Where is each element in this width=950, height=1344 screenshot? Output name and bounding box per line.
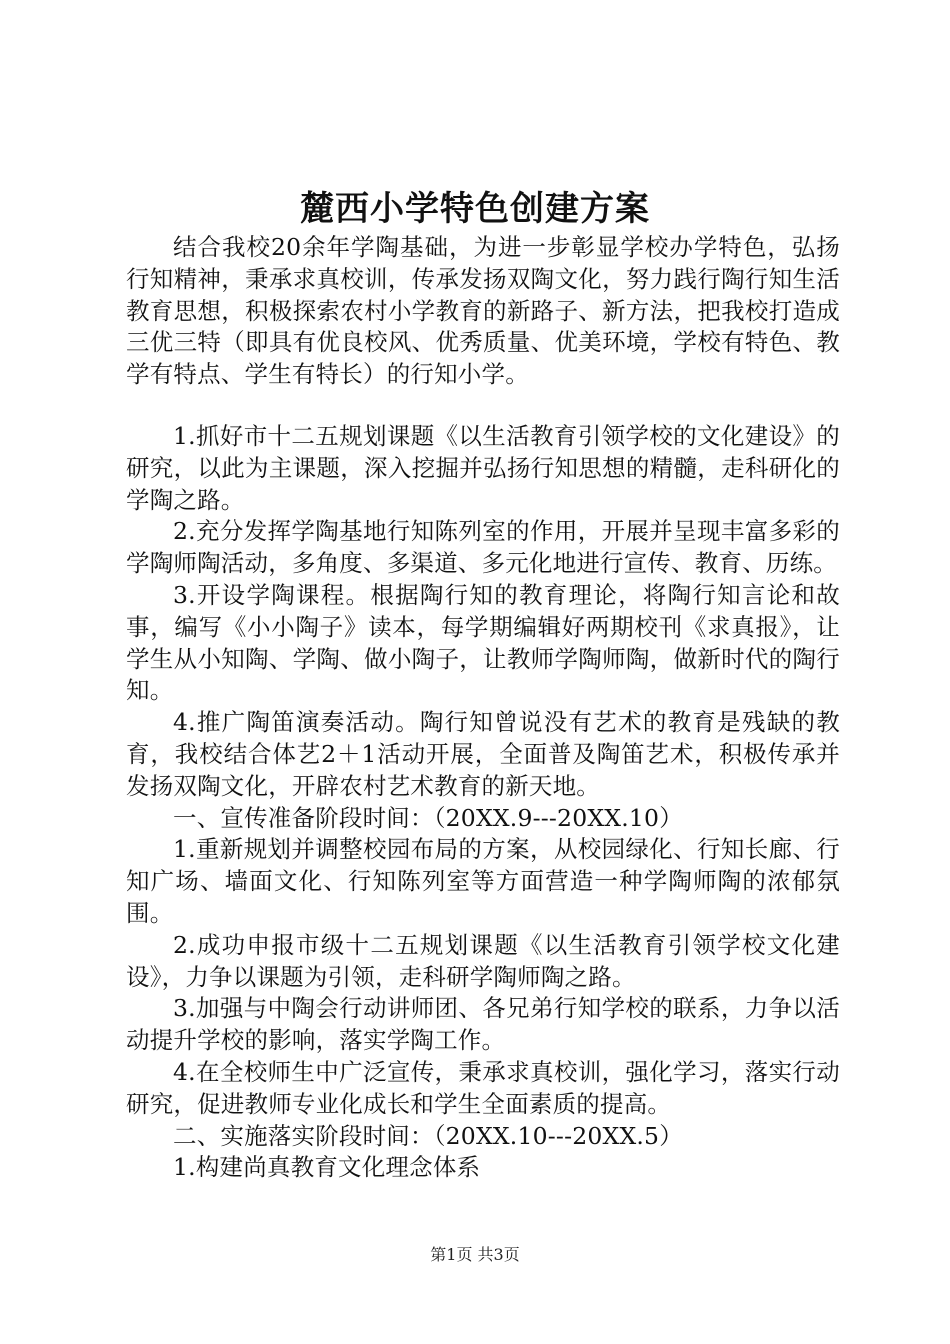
paragraph-7: 3.加强与中陶会行动讲师团、各兄弟行知学校的联系，力争以活动提升学校的影响，落实学陶工作。	[126, 994, 840, 1055]
paragraph-2: 2.充分发挥学陶基地行知陈列室的作用，开展并呈现丰富多彩的学陶师陶活动，多角度、多渠道、多元化地进行宣传、教育、历练。	[126, 517, 840, 578]
section-heading-1: 一、宣传准备阶段时间：（20XX.9---20XX.10）	[173, 803, 683, 832]
document-body	[126, 232, 840, 1184]
paragraph-5: 1.重新规划并调整校园布局的方案，从校园绿化、行知长廊、行知广场、墙面文化、行知陈列室等方面营造一种学陶师陶的浓郁氛围。	[126, 835, 840, 927]
intro-paragraph: 结合我校20余年学陶基础，为进一步彰显学校办学特色，弘扬行知精神，秉承求真校训，传承发扬双陶文化，努力践行陶行知生活教育思想，积极探索农村小学教育的新路子、新方法，把我校打造成三优三特（即具有优良校风、优秀质量、优美环境，学校有特色、教学有特点、学生有特长）的行知小学。	[126, 233, 840, 389]
paragraph-gap	[126, 391, 840, 421]
paragraph-1: 1.抓好市十二五规划课题《以生活教育引领学校的文化建设》的研究，以此为主课题，深入挖掘并弘扬行知思想的精髓，走科研化的学陶之路。	[126, 421, 840, 514]
paragraph-3: 3.开设学陶课程。根据陶行知的教育理论，将陶行知言论和故事，编写《小小陶子》读本，每学期编辑好两期校刊《求真报》，让学生从小知陶、学陶、做小陶子，让教师学陶师陶，做新时代的陶行知。	[126, 580, 840, 705]
paragraph-4: 4.推广陶笛演奏活动。陶行知曾说没有艺术的教育是残缺的教育，我校结合体艺2＋1活动开展，全面普及陶笛艺术，积极传承并发扬双陶文化，开辟农村艺术教育的新天地。	[126, 708, 840, 800]
paragraph-6: 2.成功申报市级十二五规划课题《以生活教育引领学校文化建设》，力争以课题为引领，走科研学陶师陶之路。	[126, 930, 840, 991]
section-heading-2: 二、实施落实阶段时间：（20XX.10---20XX.5）	[173, 1121, 683, 1150]
page-footer: 第1页 共3页	[430, 1245, 520, 1264]
paragraph-9: 1.构建尚真教育文化理念体系	[173, 1153, 481, 1182]
paragraph-8: 4.在全校师生中广泛宣传，秉承求真校训，强化学习，落实行动研究，促进教师专业化成长和学生全面素质的提高。	[126, 1057, 840, 1118]
document-title: 麓西小学特色创建方案	[300, 189, 650, 229]
